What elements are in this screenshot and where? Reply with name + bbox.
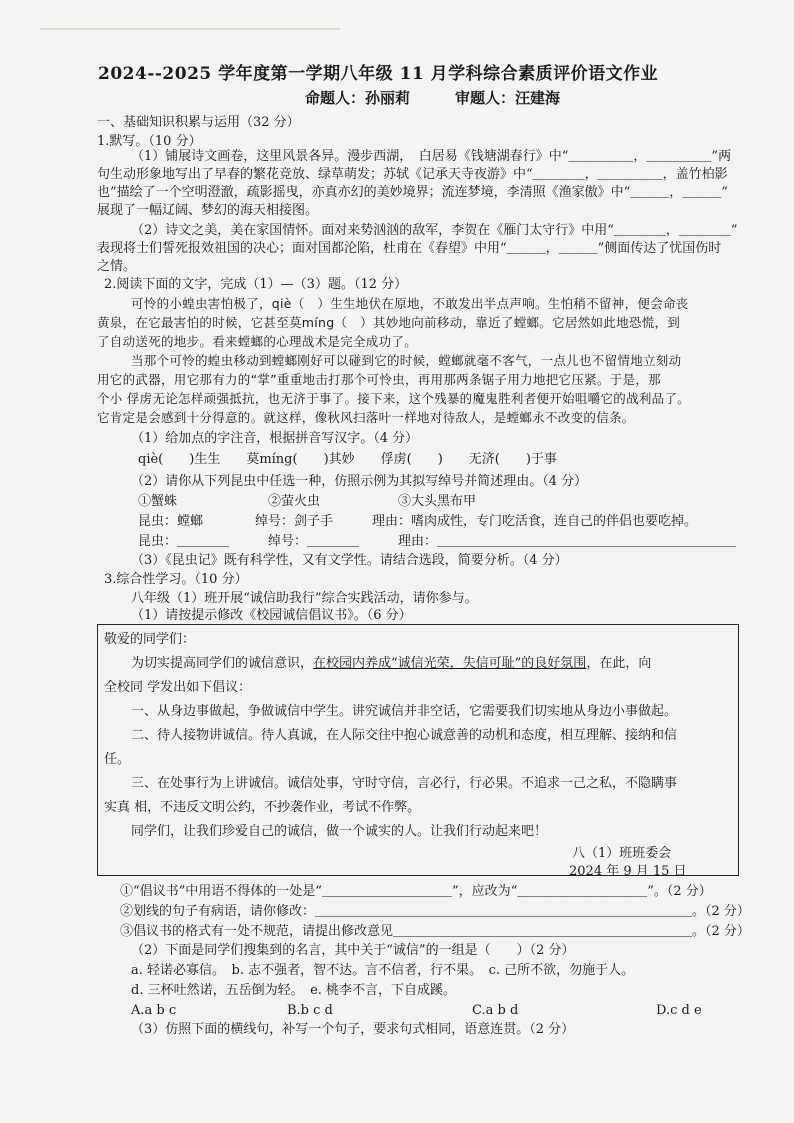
- q1-text: （2）诗文之美，美在家国情怀。面对来势汹汹的敌军，李贺在《雁门太守行》中用“＿＿＿＿，＿＿＿＿”: [131, 223, 738, 238]
- choice-a: A.a b c: [131, 1003, 177, 1018]
- question-1-title: 1.默写。（10 分）: [97, 134, 202, 149]
- q3-item-3: ③倡议书的格式有一处不规范，请提出修改意见＿＿＿＿＿＿＿＿＿＿＿＿＿＿＿＿＿＿＿＿＿＿＿。（2 分）: [120, 924, 750, 939]
- q3-item-1: ①“倡议书”中用语不得体的一处是“＿＿＿＿＿＿＿＿＿＿”，应改为“＿＿＿＿＿＿＿＿＿＿”。（2 分）: [120, 884, 712, 899]
- underlined-sentence: 在校园内养成“诚信光荣，失信可耻”的良好氛围: [313, 656, 587, 671]
- choice-b: B.b c d: [287, 1003, 333, 1018]
- passage-line: 它肯定是会感到十分得意的。就这样，像秋风扫落叶一样地对待敌人，是螳螂永不改变的信条。: [97, 410, 635, 425]
- passage-line: 当那个可怜的蝗虫移动到螳螂刚好可以碰到它的时候，螳螂就毫不客气，一点儿也不留情地立刻动: [131, 353, 682, 368]
- q3-sub2: （2）下面是同学们搜集到的名言，其中关于“诚信”的一组是（ ）（2 分）: [131, 943, 575, 958]
- question-2-title: 2.阅读下面的文字，完成（1）—（3）题。（12 分）: [104, 277, 408, 292]
- q1-text: 表现将士们誓死报效祖国的决心；面对国都沦陷，杜甫在《春望》中用“＿＿＿，＿＿＿”侧面传达了忧国伤时: [97, 241, 722, 256]
- letter-date: 2024 年 9 月 15 日: [569, 864, 687, 879]
- q3-sub3: （3）仿照下面的横线句，补写一个句子，要求句式相同，语意连贯。（2 分）: [131, 1022, 575, 1037]
- letter-paragraph-2: 一、从身边事做起，争做诚信中学生。讲究诚信并非空话，它需要我们切实地从身边小事做起。: [131, 704, 678, 719]
- letter-text: 任。: [104, 752, 131, 767]
- quotes-line: d. 三杯吐然诺，五岳倒为轻。 e. 桃李不言，下自成蹊。: [131, 983, 457, 998]
- insect-options: ①蟹蛛 ②萤火虫 ③大头黑布甲: [138, 494, 477, 509]
- q1-text: 也”描绘了一个空明澄澈，疏影摇曳，亦真亦幻的美妙境界；流连梦境，李清照《渔家傲》中“＿＿＿，＿＿＿”: [97, 185, 728, 200]
- q2-sub3: （3）《昆虫记》既有科学性，又有文学性。请结合选段，简要分析。（4 分）: [131, 553, 568, 568]
- letter-text: 为切实提高同学们的诚信意识，: [131, 656, 314, 671]
- example-line: 昆虫：螳螂 绰号：剑子手 理由：嗜肉成性，专门吃活食，连自己的伴侣也要吃掉。: [138, 514, 698, 529]
- q2-sub1: （1）给加点的字注音，根据拼音写汉字。（4 分）: [131, 431, 419, 446]
- letter-text: 全校同 学发出如下倡议：: [104, 680, 252, 695]
- page-title: 2024--2025 学年度第一学期八年级 11 月学科综合素质评价语文作业: [98, 64, 659, 84]
- q1-text: （1）铺展诗文画卷，这里风景各异。漫步西湖， 白居易《钱塘湖春行》中“＿＿＿＿＿，＿＿＿＿＿”两: [131, 149, 732, 164]
- scan-artifact: [40, 28, 340, 30]
- passage-line: 黄泉，在它最害怕的时候，它甚至莫míng（ ）其妙地向前移动，靠近了螳螂。它居然如此地恐慌，到: [97, 315, 681, 330]
- q3-intro: 八年级（1）班开展“诚信助我行”综合实践活动，请你参与。: [131, 591, 478, 606]
- passage-line: 个小 俘虏无论怎样顽强抵抗，也无济于事了。接下来，这个残暴的魔鬼胜利者便开始咀嚼它的战利品了。: [97, 391, 691, 406]
- passage-line: 用它的武器，用它那有力的“掌”重重地击打那个可怜虫，再用那两条锯子用力地把它压紧。于是，那: [97, 372, 661, 387]
- choice-c: C.a b d: [472, 1003, 519, 1018]
- q3-sub1: （1）请按提示修改《校园诚信倡议书》。（6 分）: [131, 608, 412, 623]
- letter-text: 实真 相，不违反文明公约，不抄袭作业，考试不作弊。: [104, 800, 421, 815]
- q3-item-2: ②划线的句子有病语，请你修改：＿＿＿＿＿＿＿＿＿＿＿＿＿＿＿＿＿＿＿＿＿＿＿＿＿＿＿＿＿。（2 分）: [120, 904, 750, 919]
- authors-line: 命题人：孙丽莉 审题人：汪建海: [305, 89, 561, 107]
- letter-paragraph-5: 同学们，让我们珍爱自己的诚信，做一个诚实的人。让我们行动起来吧！: [131, 824, 548, 839]
- q1-text: 之情。: [97, 259, 137, 274]
- answer-fill-line: 昆虫：＿＿＿＿ 绰号：＿＿＿＿ 理由：＿＿＿＿＿＿＿＿＿＿＿＿＿＿＿＿＿＿＿＿＿＿＿: [138, 534, 737, 549]
- letter-paragraph-1: [131, 656, 651, 672]
- passage-line: 可怜的小蝗虫害怕极了，qiè（ ）生生地伏在原地，不敢发出半点声响。生怕稍不留神，便会命丧: [131, 296, 689, 311]
- letter-signature: 八（1）班班委会: [572, 846, 672, 861]
- q1-text: 展现了一幅辽阔、梦幻的海天相接图。: [97, 203, 319, 218]
- section-heading: 一、基础知识积累与运用（32 分）: [97, 115, 300, 130]
- q1-text: 句生动形象地写出了早春的繁花竞放、绿草萌发；苏轼《记承天寺夜游》中“＿＿＿＿，＿＿＿＿＿，盖竹柏影: [97, 167, 728, 182]
- letter-paragraph-4: 三、在处事行为上讲诚信。诚信处事，守时守信，言必行，行必果。不追求一己之私，不隐瞒事: [131, 776, 678, 791]
- q2-sub2: （2）请你从下列昆虫中任选一种，仿照示例为其拟写绰号并简述理由。（4 分）: [131, 474, 588, 489]
- letter-text: ，在此，向: [586, 656, 652, 671]
- quotes-line: a. 轻诺必寡信。 b. 志不强者，智不达。言不信者，行不果。 c. 己所不欲，勿施于人。: [131, 963, 635, 978]
- question-3-title: 3.综合性学习。（10 分）: [104, 572, 248, 587]
- letter-paragraph-3: 二、待人接物讲诚信。待人真诚，在人际交往中抱心诚意善的动机和态度，相互理解、接纳和信: [131, 728, 678, 743]
- choice-d: D.c d e: [656, 1003, 702, 1018]
- q2-sub1-items: qiè( )生生 莫míng( )其妙 俘虏( ) 无济( )于事: [138, 452, 557, 467]
- passage-line: 了自动送死的地步。看来螳螂的心理战术是完全成功了。: [97, 334, 418, 349]
- letter-greeting: 敬爱的同学们：: [104, 632, 196, 647]
